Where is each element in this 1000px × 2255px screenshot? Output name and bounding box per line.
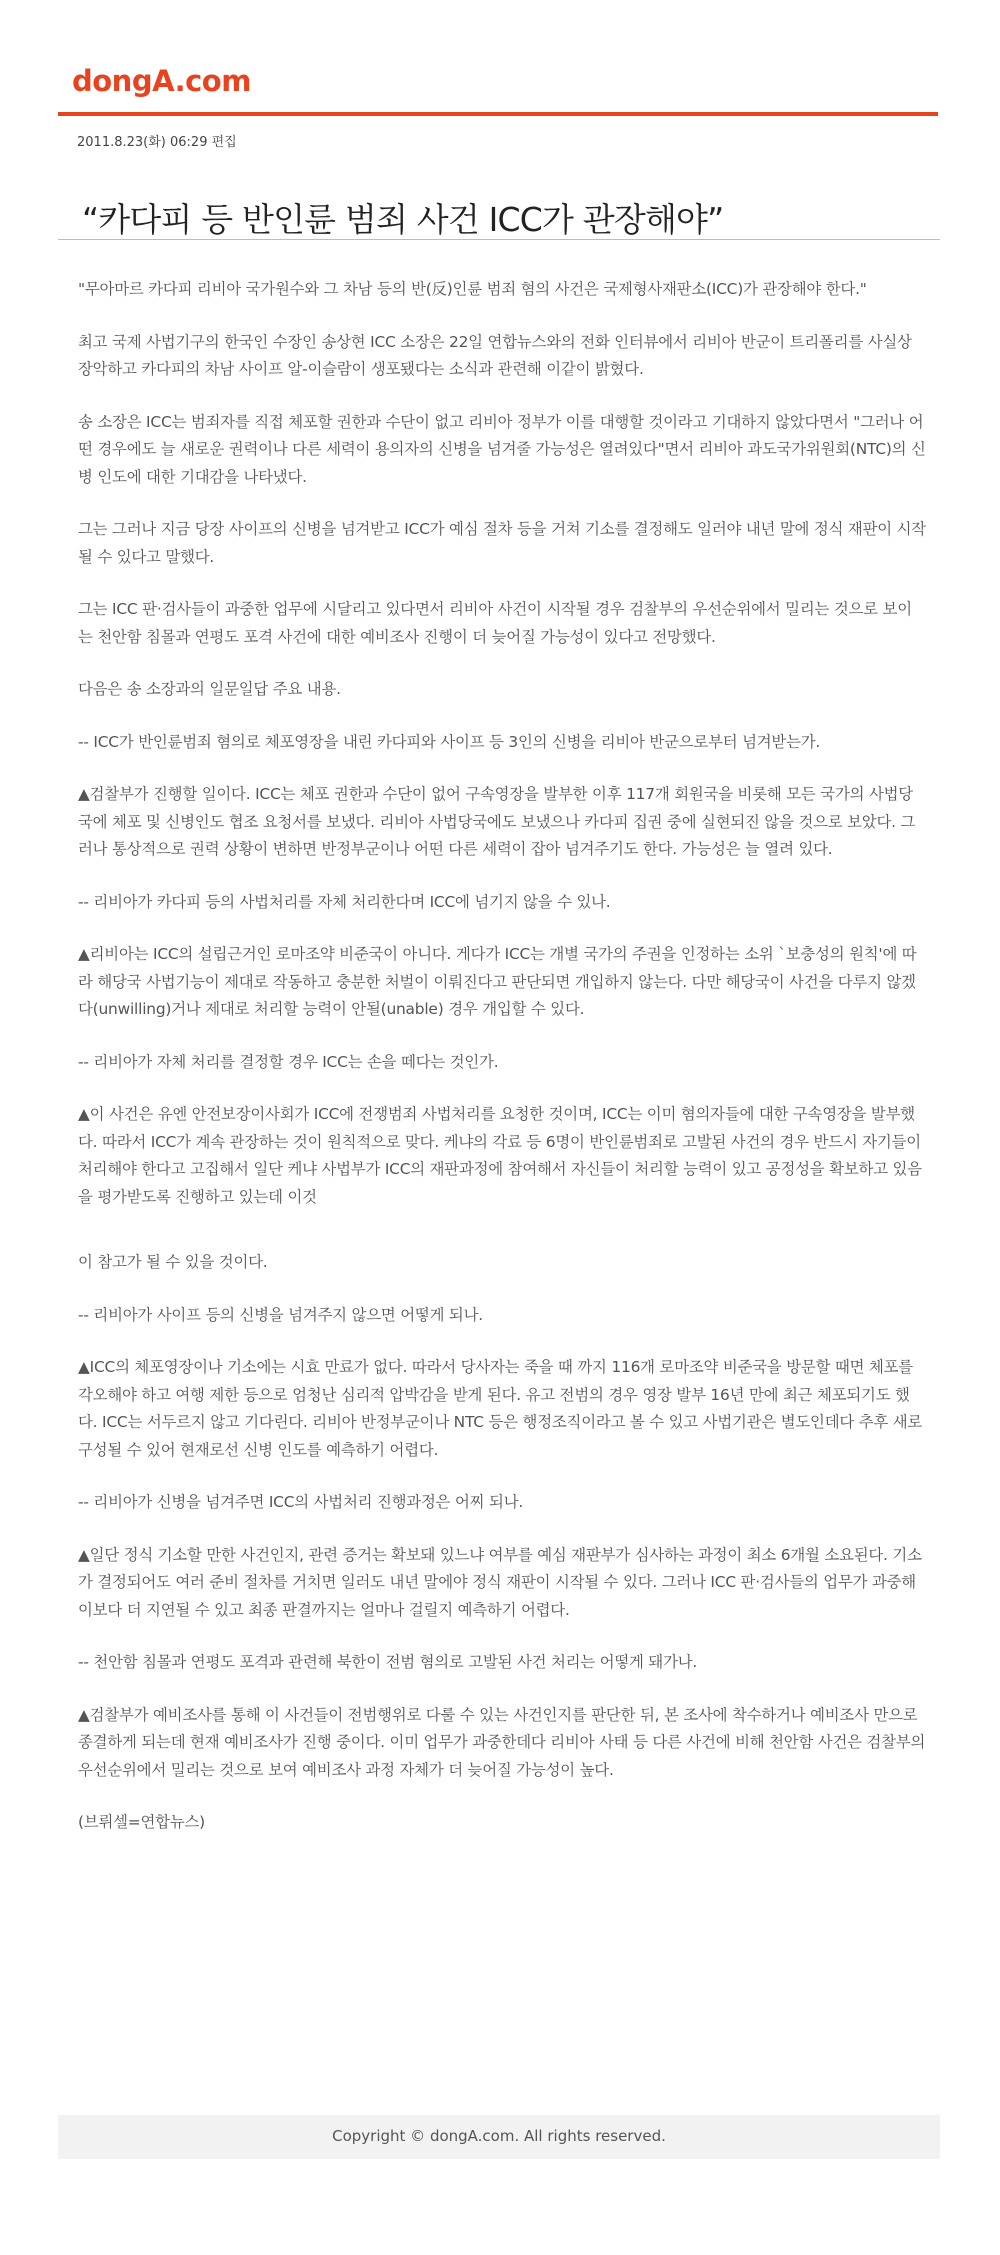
article-headline: “카다피 등 반인륜 범죄 사건 ICC가 관장해야”: [82, 200, 724, 240]
answer-paragraph: ▲ICC의 체포영장이나 기소에는 시효 만료가 없다. 따라서 당사자는 죽을 때 까지 116개 로마조약 비준국을 방문할 때면 체포를 각오해야 하고 여행 제한 등으로 엄청난 심리적 압박감을 받게 된다. 유고 전범의 경우 영장 발부 16년 만에 최근 체포되기도 했다. ICC는 서두르지 않고 기다린다. 리비아 반정부군이나 NTC 등은 행정조직이라고 볼 수 있고 사법기관은 별도인데다 추후 새로 구성될 수 있어 현재로선 신병 인도를 예측하기 어렵다.: [78, 1358, 923, 1459]
article-paragraph: 최고 국제 사법기구의 한국인 수장인 송상현 ICC 소장은 22일 연합뉴스와의 전화 인터뷰에서 리비아 반군이 트리폴리를 사실상 장악하고 카다피의 차남 사이프 알-이슬람이 생포됐다는 소식과 관련해 이같이 밝혔다.: [78, 332, 912, 378]
article-date: 2011.8.23(화) 06:29 편집: [77, 135, 237, 150]
article-paragraph: 송 소장은 ICC는 범죄자를 직접 체포할 권한과 수단이 없고 리비아 정부가 이를 대행할 것이라고 기대하지 않았다면서 "그러나 어떤 경우에도 늘 새로운 권력이나 다른 세력이 용의자의 신병을 넘겨줄 가능성은 열려있다"면서 리비아 과도국가위원회(NTC)의 신병 인도에 대한 기대감을 나타냈다.: [78, 412, 926, 486]
article-body: [78, 276, 926, 1862]
question-paragraph: -- 리비아가 카다피 등의 사법처리를 자체 처리한다며 ICC에 넘기지 않을 수 있나.: [78, 892, 611, 911]
answer-paragraph: ▲리비아는 ICC의 설립근거인 로마조약 비준국이 아니다. 게다가 ICC는 개별 국가의 주권을 인정하는 소위 `보충성의 원칙'에 따라 해당국 사법기능이 제대로 작동하고 충분한 처벌이 이뤄진다고 판단되면 개입하지 않는다. 다만 해당국이 사건을 다루지 않겠다(unwilling)거나 제대로 처리할 능력이 안될(unable) 경우 개입할 수 있다.: [78, 945, 917, 1018]
answer-paragraph: ▲검찰부가 진행할 일이다. ICC는 체포 권한과 수단이 없어 구속영장을 발부한 이후 117개 회원국을 비롯해 모든 국가의 사법당국에 체포 및 신병인도 협조 요청서를 보냈다. 리비아 사법당국에도 보냈으나 카다피 집권 중에 실현되진 않을 것으로 보았다. 그러나 통상적으로 권력 상황이 변하면 반정부군이나 어떤 다른 세력이 잡아 넘겨주기도 한다. 가능성은 늘 열려 있다.: [78, 785, 916, 858]
question-paragraph: -- 천안함 침몰과 연평도 포격과 관련해 북한이 전범 혐의로 고발된 사건 처리는 어떻게 돼가나.: [78, 1653, 698, 1671]
article-paragraph: 다음은 송 소장과의 일문일답 주요 내용.: [78, 680, 341, 698]
question-paragraph: -- ICC가 반인륜범죄 혐의로 체포영장을 내린 카다피와 사이프 등 3인의 신병을 리비아 반군으로부터 넘겨받는가.: [78, 732, 821, 751]
article-paragraph: 그는 ICC 판·검사들이 과중한 업무에 시달리고 있다면서 리비아 사건이 시작될 경우 검찰부의 우선순위에서 밀리는 것으로 보이는 천안함 침몰과 연평도 포격 사건에 대한 예비조사 진행이 더 늦어질 가능성이 있다고 전망했다.: [78, 600, 912, 646]
answer-paragraph: ▲이 사건은 유엔 안전보장이사회가 ICC에 전쟁범죄 사법처리를 요청한 것이며, ICC는 이미 혐의자들에 대한 구속영장을 발부했다. 따라서 ICC가 계속 관장하는 것이 원칙적으로 맞다. 케냐의 각료 등 6명이 반인륜범죄로 고발된 사건의 경우 반드시 자기들이 처리해야 한다고 고집해서 일단 케냐 사법부가 ICC의 재판과정에 참여해서 자신들이 처리할 능력이 있고 공정성을 확보하고 있음을 평가받도록 진행하고 있는데 이것: [78, 1105, 922, 1206]
article-paragraph: "무아마르 카다피 리비아 국가원수와 그 차남 등의 반(反)인륜 범죄 혐의 사건은 국제형사재판소(ICC)가 관장해야 한다.": [78, 280, 867, 298]
answer-paragraph: ▲일단 정식 기소할 만한 사건인지, 관련 증거는 확보돼 있느냐 여부를 예심 재판부가 심사하는 과정이 최소 6개월 소요된다. 기소가 결정되어도 여러 준비 절차를 거치면 일러도 내년 말에야 정식 재판이 시작될 수 있다. 그러나 ICC 판·검사들의 업무가 과중해 이보다 더 지연될 수 있고 최종 판결까지는 얼마나 걸릴지 예측하기 어렵다.: [78, 1545, 922, 1619]
site-footer: [58, 2115, 940, 2159]
copyright-text: Copyright © dongA.com. All rights reserved.: [332, 2127, 666, 2145]
question-paragraph: -- 리비아가 신병을 넘겨주면 ICC의 사법처리 진행과정은 어찌 되나.: [78, 1493, 524, 1511]
article-byline: (브뤼셀=연합뉴스): [78, 1813, 205, 1831]
answer-paragraph: ▲검찰부가 예비조사를 통해 이 사건들이 전범행위로 다룰 수 있는 사건인지를 판단한 뒤, 본 조사에 착수하거나 예비조사 만으로 종결하게 되는데 현재 예비조사가 진행 중이다. 이미 업무가 과중한데다 리비아 사태 등 다른 사건에 비해 천안함 사건은 검찰부의 우선순위에서 밀리는 것으로 보여 예비조사 과정 자체가 더 늦어질 가능성이 높다.: [78, 1705, 926, 1779]
question-paragraph: -- 리비아가 사이프 등의 신병을 넘겨주지 않으면 어떻게 되나.: [78, 1305, 483, 1324]
headline-divider: [58, 239, 940, 240]
donga-logo[interactable]: dongA.com: [72, 64, 251, 98]
question-paragraph: -- 리비아가 자체 처리를 결정할 경우 ICC는 손을 떼다는 것인가.: [78, 1052, 499, 1071]
site-header: [58, 0, 938, 116]
article-paragraph: 그는 그러나 지금 당장 사이프의 신병을 넘겨받고 ICC가 예심 절차 등을 거쳐 기소를 결정해도 일러야 내년 말에 정식 재판이 시작될 수 있다고 말했다.: [78, 520, 926, 566]
answer-paragraph-continued: 이 참고가 될 수 있을 것이다.: [78, 1253, 268, 1271]
